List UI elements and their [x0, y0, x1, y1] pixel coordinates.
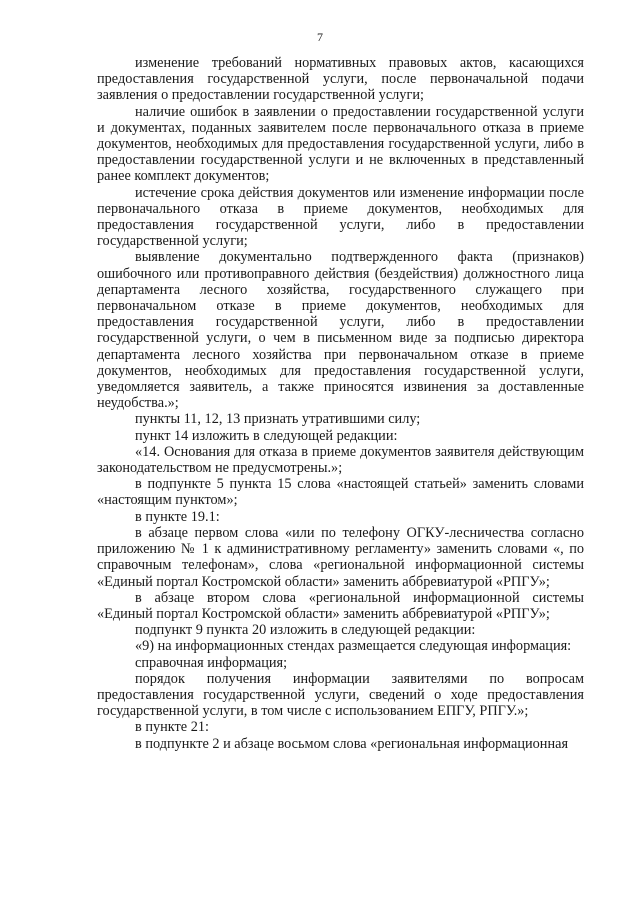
paragraph: в абзаце втором слова «региональной информационной системы «Единый портал Костромской области» заменить аббревиатурой «РПГУ»;: [97, 589, 584, 622]
paragraph: в пункте 21:: [135, 719, 209, 736]
paragraph: истечение срока действия документов или изменение информации после первоначального отказа в приеме документов, необходимых для предоставления государственной услуги, либо в предоставлении государственной услуги;: [97, 184, 584, 250]
paragraph: в пункте 19.1:: [135, 508, 220, 525]
paragraph: изменение требований нормативных правовых актов, касающихся предоставления государственной услуги, после первоначальной подачи заявления о предоставлении государственной услуги;: [97, 55, 584, 104]
paragraph: подпункт 9 пункта 20 изложить в следующей редакции:: [135, 622, 476, 639]
paragraph: в подпункте 5 пункта 15 слова «настоящей статьей» заменить словами «настоящим пунктом»;: [97, 476, 584, 509]
paragraph: порядок получения информации заявителями по вопросам предоставления государственной услуги, сведений о ходе предоставления государственной услуги, в том числе с использованием ЕПГУ, РПГУ.»;: [97, 670, 584, 720]
paragraph: справочная информация;: [135, 654, 288, 671]
paragraph: выявление документально подтвержденного факта (признаков) ошибочного или противоправного действия (бездействия) должностного лица департамента лесного хозяйства, государственного служащего при первоначальном отказе в приеме документов, необходимых для предоставления государственной услуги, либо в предоставлении государственной услуги, о чем в письменном виде за подписью директора департамента лесного хозяйства при первоначальном отказе в приеме документов, необходимых для предоставления государственной услуги, уведомляется заявитель, а также приносятся извинения за доставленные неудобства.»;: [97, 249, 584, 412]
paragraph: в подпункте 2 и абзаце восьмом слова «региональная информационная: [135, 735, 569, 752]
document-body: [97, 55, 584, 752]
paragraph: «9) на информационных стендах размещается следующая информация:: [135, 638, 572, 655]
paragraph: наличие ошибок в заявлении о предоставлении государственной услуги и документах, поданных заявителем после первоначального отказа в приеме документов, необходимых для предоставления государственной услуги, либо в предоставлении государственной услуги и не включенных в представленный ранее комплект документов;: [97, 103, 584, 185]
page-number: 7: [317, 30, 323, 44]
paragraph: в абзаце первом слова «или по телефону ОГКУ-лесничества согласно приложению № 1 к административному регламенту» заменить словами «, по справочным телефонам», слова «региональной информационной системы «Единый портал Костромской области» заменить аббревиатурой «РПГУ»;: [97, 524, 584, 590]
paragraph: «14. Основания для отказа в приеме документов заявителя действующим законодательством не предусмотрены.»;: [97, 443, 584, 477]
paragraph: пункты 11, 12, 13 признать утратившими силу;: [135, 411, 421, 428]
paragraph: пункт 14 изложить в следующей редакции:: [135, 427, 398, 444]
